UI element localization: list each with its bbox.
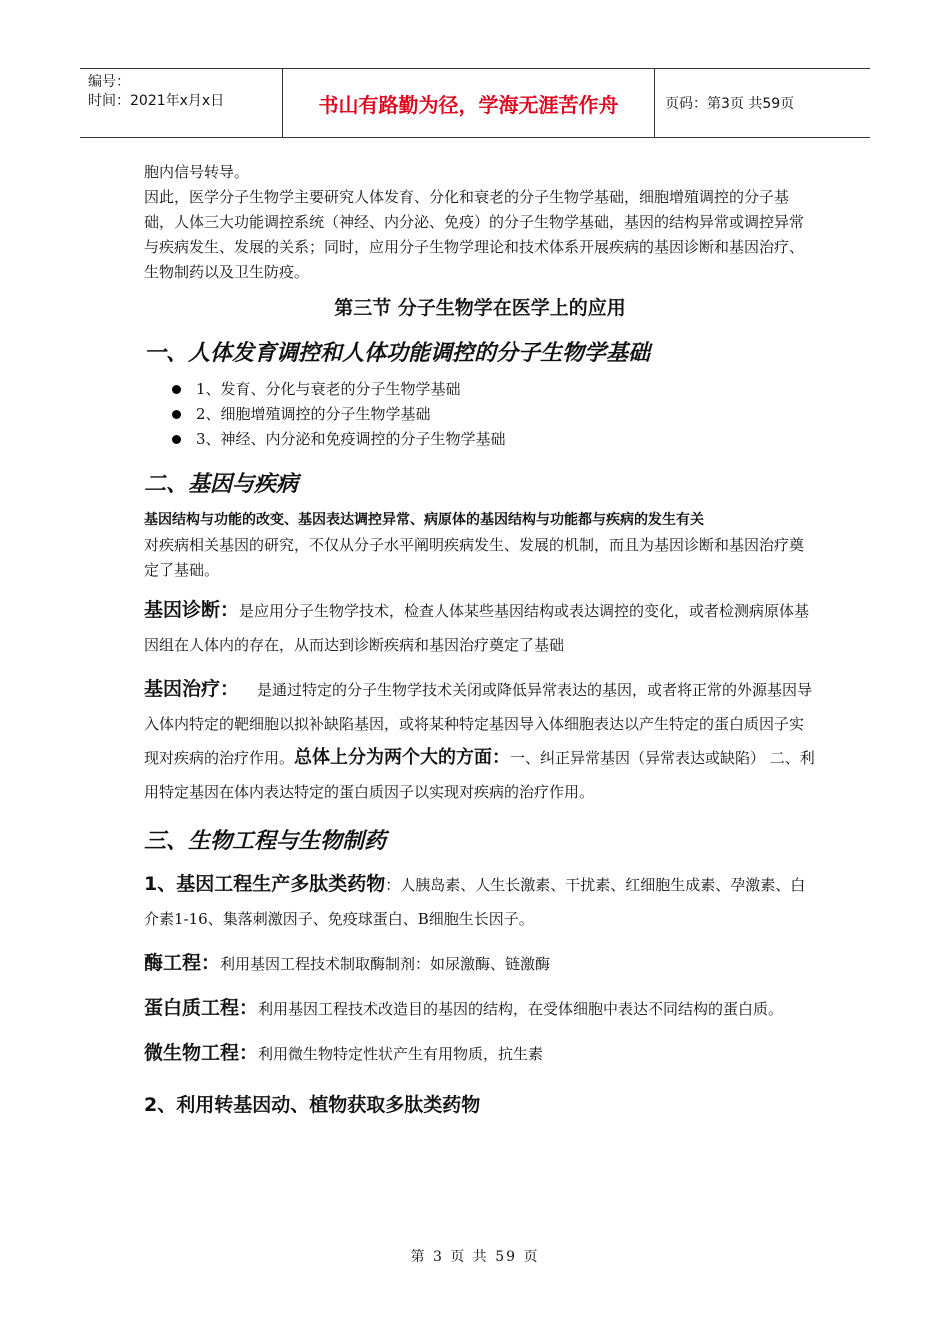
- continuation-paragraph: 胞内信号转导。: [144, 163, 250, 181]
- gene-diagnosis-text: 是应用分子生物学技术，检查人体某些基因结构或表达调控的变化，或者检测病原体基因组在人体内的存在，从而达到诊断疾病和基因治疗奠定了基础: [144, 602, 810, 654]
- item-one-term: 1、基因工程生产多肽类药物: [144, 873, 386, 895]
- bullet-icon: [172, 435, 181, 444]
- gene-therapy-text: 是通过特定的分子生物学技术关闭或降低异常表达的基因，或者将正常的外源基因导入体内特定的靶细胞以拟补缺陷基因，或将某种特定基因导入体细胞表达以产生特定的蛋白质因子实现对疾病的治疗作用。: [144, 681, 813, 767]
- bullet-list: [144, 377, 816, 452]
- page-footer: 第 3 页 共 59 页: [410, 1249, 540, 1265]
- document-body: [144, 160, 816, 1119]
- microbe-term: 微生物工程：: [144, 1042, 259, 1064]
- gene-therapy-paragraph: [144, 672, 816, 809]
- serial-label: 编号：: [88, 74, 130, 90]
- item-one-text: ：人胰岛素、人生长激素、干扰素、红细胞生成素、孕激素、白介素1-16、集落刺激因子、免疫球蛋白、B细胞生长因子。: [144, 876, 806, 928]
- research-paragraph: 对疾病相关基因的研究，不仅从分子水平阐明疾病发生、发展的机制，而且为基因诊断和基因治疗奠定了基础。: [144, 536, 805, 579]
- heading-three: 三、生物工程与生物制药: [144, 829, 387, 854]
- protein-text: 利用基因工程技术改造目的基因的结构，在受体细胞中表达不同结构的蛋白质。: [258, 1000, 784, 1018]
- gene-therapy-term: 基因治疗：: [144, 678, 240, 700]
- summary-paragraph: 因此，医学分子生物学主要研究人体发育、分化和衰老的分子生物学基础，细胞增殖调控的分子基础，人体三大功能调控系统（神经、内分泌、免疫）的分子生物学基础，基因的结构异常或调控异常与疾病发生、发展的关系；同时，应用分子生物学理论和技术体系开展疾病的基因诊断和基因治疗、生物制药以及卫生防疫。: [144, 188, 805, 281]
- header-page-info: 页码：第3页 共59页: [665, 96, 795, 112]
- microbe-text: 利用微生物特定性状产生有用物质，抗生素: [258, 1045, 544, 1063]
- gene-diagnosis-paragraph: [144, 593, 816, 662]
- gene-therapy-tail: 一、纠正异常基因（异常表达或缺陷） 二、利用特定基因在体内表达特定的蛋白质因子以实现对疾病的治疗作用。: [144, 749, 815, 801]
- bold-statement: 基因结构与功能的改变、基因表达调控异常、病原体的基因结构与功能都与疾病的发生有关: [144, 512, 704, 528]
- list-item: 1、发育、分化与衰老的分子生物学基础: [144, 377, 816, 402]
- date-label: 时间：2021年x月x日: [88, 93, 225, 109]
- heading-one: 一、人体发育调控和人体功能调控的分子生物学基础: [144, 341, 651, 366]
- gene-diagnosis-term: 基因诊断：: [144, 599, 240, 621]
- microbe-paragraph: [144, 1036, 816, 1071]
- item-one-paragraph: [144, 867, 816, 936]
- item-two-heading: 2、利用转基因动、植物获取多肽类药物: [144, 1094, 481, 1116]
- section-title: 第三节 分子生物学在医学上的应用: [334, 297, 626, 319]
- page-header: [80, 68, 870, 138]
- header-meta-cell: [80, 69, 282, 137]
- list-item: 2、细胞增殖调控的分子生物学基础: [144, 402, 816, 427]
- enzyme-term: 酶工程：: [144, 952, 221, 974]
- list-item: 3、神经、内分泌和免疫调控的分子生物学基础: [144, 427, 816, 452]
- bullet-icon: [172, 385, 181, 394]
- gene-therapy-emphasis: 总体上分为两个大的方面：: [294, 747, 511, 768]
- header-motto: 书山有路勤为径，学海无涯苦作舟: [282, 69, 655, 137]
- protein-paragraph: [144, 991, 816, 1026]
- bullet-icon: [172, 410, 181, 419]
- heading-two: 二、基因与疾病: [144, 472, 299, 497]
- enzyme-text: 利用基因工程技术制取酶制剂：如尿激酶、链激酶: [220, 955, 551, 973]
- enzyme-paragraph: [144, 946, 816, 981]
- protein-term: 蛋白质工程：: [144, 997, 259, 1019]
